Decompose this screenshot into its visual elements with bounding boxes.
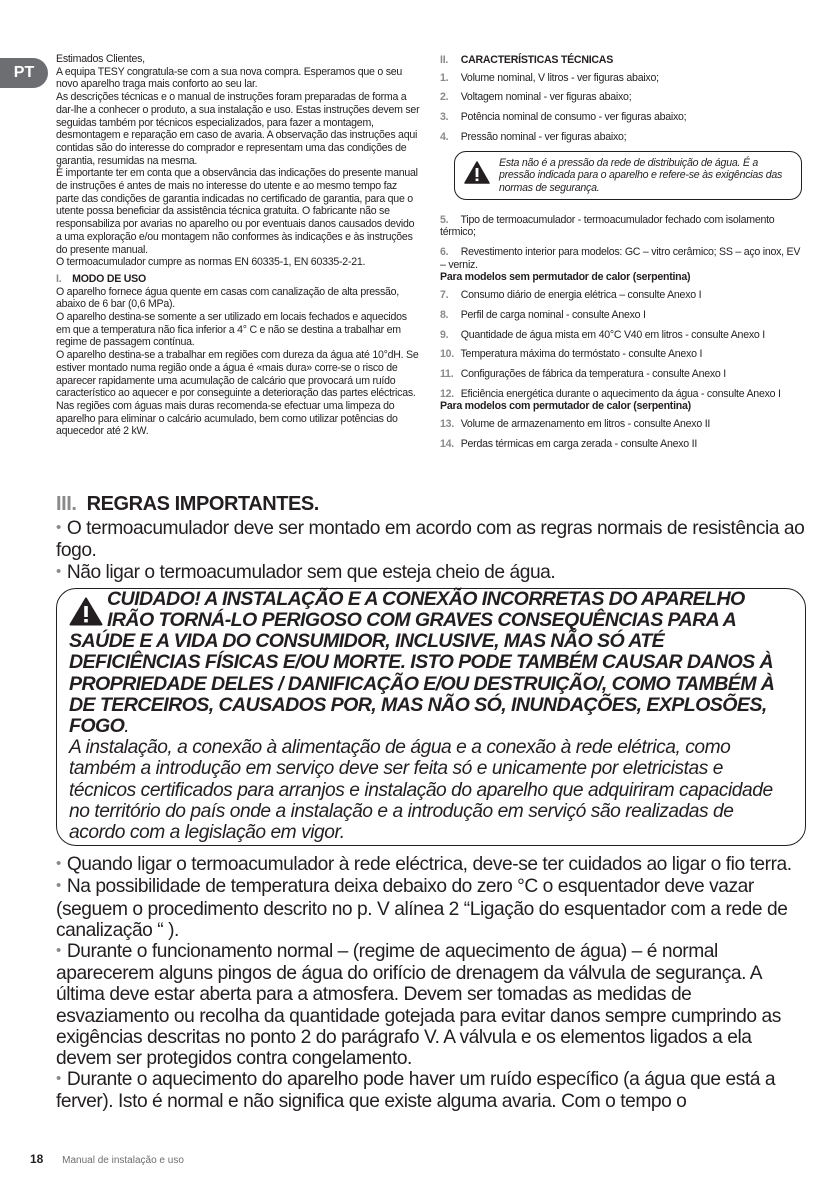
spec-number: 2.: [440, 91, 449, 104]
spec-text: Perfil de carga nominal - consulte Anexo I: [460, 308, 646, 321]
pressure-warning-box: [454, 151, 802, 200]
section-title: REGRAS IMPORTANTES.: [86, 493, 319, 515]
spec-number: 12.: [440, 387, 454, 400]
spec-number: 13.: [440, 418, 454, 431]
spec-number: 8.: [440, 308, 449, 321]
manual-title: Manual de instalação e uso: [62, 1155, 184, 1166]
spec-number: 7.: [440, 289, 449, 302]
pressure-warning-text: Esta não é a pressão da rede de distribuição de água. É a pressão indicada para o aparelho e refere-se às exigências das normas de segurança.: [499, 156, 783, 194]
warning-icon: [455, 157, 499, 187]
spec-text: Eficiência energética durante o aquecimento da água - consulte Anexo I: [460, 387, 781, 400]
section-1-paragraph: O aparelho fornece água quente em casas com canalização de alta pressão, abaixo de 6 bar (0,6 MPa).: [56, 285, 399, 311]
spec-item: [440, 388, 804, 401]
spec-number: 5.: [440, 213, 449, 226]
rule-bullet: • Quando ligar o termoacumulador à rede eléctrica, deve-se ter cuidados ao ligar o fio terra.: [56, 854, 806, 876]
spec-text: Pressão nominal - ver figuras abaixo;: [460, 130, 627, 143]
spec-item: [440, 348, 804, 361]
spec-item: [440, 131, 804, 144]
spec-item: [440, 309, 804, 322]
spec-item: [440, 214, 804, 239]
section-number: I.: [56, 272, 62, 285]
rule-bullet: • Não ligar o termoacumulador sem que esteja cheio de água.: [56, 562, 806, 584]
spec-item: [440, 111, 804, 124]
intro-column: [56, 53, 422, 438]
spec-text: Perdas térmicas em carga zerada - consulte Anexo II: [460, 437, 698, 450]
section-1-heading: [56, 273, 422, 286]
spec-number: 14.: [440, 437, 454, 450]
spec-text: Voltagem nominal - ver figuras abaixo;: [460, 91, 632, 104]
page-number: 18: [30, 1152, 44, 1166]
caution-heading: CUIDADO! A INSTALAÇÃO E A CONEXÃO INCORRETAS DO APARELHO IRÃO TORNÁ-LO PERIGOSO COM GRAVES CONSEQUÊNCIAS PARA A SAÚDE E A VIDA DO CONSUMIDOR, INCLUSIVE, MAS NÃO SÓ ATÉ DEFICIÊNCIAS FÍSICAS E/OU MORTE. ISTO PODE TAMBÉM CAUSAR DANOS À PROPRIEDADE DELES / DANIFICAÇÃO E/OU DESTRUIÇÃO/, COMO TAMBÉM À DE TERCEIROS, CAUSADOS POR, MAS NÃO SÓ, INUNDAÇÕES, EXPLOSÕES, FOGO: [69, 587, 775, 738]
rule-bullet: • Na possibilidade de temperatura deixa debaixo do zero °C o esquentador deve vazar (seguem o procedimento descrito no p. V alínea 2 “Ligação do esquentador com a rede de canalização “ ).: [56, 876, 806, 941]
spec-number: 3.: [440, 111, 449, 124]
intro-paragraph: A equipa TESY congratula-se com a sua nova compra. Esperamos que o seu novo aparelho traga mais conforto ao seu lar.: [56, 65, 403, 91]
intro-paragraph: O termoacumulador cumpre as normas EN 60335-1, EN 60335-2-21.: [56, 256, 366, 269]
caution-text: A instalação, a conexão à alimentação de água e a conexão à rede elétrica, como também a introdução em serviço deve ser feita só e unicamente por eletricistas e técnicos certificados para arranjos e instalação do aparelho que adquiriram capacidade no território do país onde a instalação e a introdução em serviçó são realizadas de acordo com a legislação em vigor.: [69, 737, 773, 844]
warning-icon: [69, 597, 107, 627]
spec-text: Consumo diário de energia elétrica – consulte Anexo I: [460, 289, 702, 302]
spec-text: Quantidade de água mista em 40°C V40 em litros - consulte Anexo I: [460, 328, 765, 341]
caution-box: CUIDADO! A INSTALAÇÃO E A CONEXÃO INCORRETAS DO APARELHO IRÃO TORNÁ-LO PERIGOSO COM GRAVES CONSEQUÊNCIAS PARA A SAÚDE E A VIDA DO CONSUMIDOR, INCLUSIVE, MAS NÃO SÓ ATÉ DEFICIÊNCIAS FÍSICAS E/OU MORTE. ISTO PODE TAMBÉM CAUSAR DANOS À PROPRIEDADE DELES / DANIFICAÇÃO E/OU DESTRUIÇÃO/, COMO TAMBÉM À DE TERCEIROS, CAUSADOS POR, MAS NÃO SÓ, INUNDAÇÕES, EXPLOSÕES, FOGO. A instalação, a conexão à alimentação de água e a conexão à rede elétrica, como também a introdução em serviço deve ser feita só e unicamente por eletricistas e técnicos certificados para arranjos e instalação do aparelho que adquiriram capacidade no território do país onde a instalação e a introdução em serviçó são realizadas de acordo com a legislação em vigor.: [56, 588, 806, 846]
section-1-paragraph: O aparelho destina-se somente a ser utilizado em locais fechados e aquecidos em que a temperatura não fica inferior a 4° C e não se destina a trabalhar em regime de passagem contínua.: [56, 311, 407, 349]
spec-item: [440, 289, 804, 302]
spec-item: [440, 438, 804, 451]
important-rules-section: [56, 494, 806, 1113]
greeting: Estimados Clientes,: [56, 53, 145, 65]
spec-item: [440, 72, 804, 85]
rule-bullet: • Durante o aquecimento do aparelho pode haver um ruído específico (a água que está a ferver). Isto é normal e não significa que existe alguma avaria. Com o tempo o: [56, 1069, 806, 1112]
spec-text: Tipo de termoacumulador - termoacumulador fechado com isolamento térmico;: [440, 213, 775, 239]
intro-paragraph: É importante ter em conta que a observância das indicações do presente manual de instruções é antes de mais no interesse do utente e ao mesmo tempo faz parte das condições de garantia indicadas no certificado de garantia, para que o utente possa beneficiar da assistência técnica gratuita. O fabricante não se responsabiliza por avarias no aparelho ou por eventuais danos causados devido a uma exploração e/ou montagem não conformes às indicações e às instruções do presente manual.: [56, 167, 418, 256]
spec-number: 4.: [440, 130, 449, 143]
spec-text: Temperatura máxima do termóstato - consulte Anexo I: [460, 348, 703, 361]
spec-number: 9.: [440, 328, 449, 341]
subheading-no-exchanger: Para modelos sem permutador de calor (serpentina): [440, 271, 691, 284]
spec-text: Configurações de fábrica da temperatura - consulte Anexo I: [460, 367, 726, 380]
spec-number: 1.: [440, 71, 449, 84]
section-number: III.: [56, 493, 77, 515]
spec-number: 11.: [440, 367, 454, 380]
rule-bullet: • O termoacumulador deve ser montado em acordo com as regras normais de resistência ao fogo.: [56, 518, 806, 561]
spec-item: [440, 91, 804, 104]
spec-number: 6.: [440, 246, 449, 259]
spec-number: 10.: [440, 348, 454, 361]
spec-item: [440, 368, 804, 381]
section-3-heading: [56, 494, 806, 515]
section-number: II.: [440, 54, 449, 66]
page-footer: [30, 1152, 184, 1166]
spec-item: [440, 329, 804, 342]
spec-text: Revestimento interior para modelos: GC – vitro cerâmico; SS – aço inox, EV – verniz.: [440, 246, 801, 271]
subheading-with-exchanger: Para modelos com permutador de calor (serpentina): [440, 400, 691, 413]
section-title: MODO DE USO: [72, 272, 146, 285]
section-1-paragraph: O aparelho destina-se a trabalhar em regiões com dureza da água até 10°dH. Se estiver montado numa região onde a água é «mais dura» corre-se o risco de aparecer rapidamente uma acumulação de calcário que provocará um ruído característico ao aquecer e por conseguinte a deterioração das partes eléctricas. Nas regiões com águas mais duras recomenda-se efectuar uma limpeza do aparelho para eliminar o calcário acumulado, bem como utilizar potências do aquecedor até 2 kW.: [56, 349, 419, 438]
spec-text: Volume de armazenamento em litros - consulte Anexo II: [460, 418, 711, 431]
spec-item: [440, 246, 804, 271]
spec-text: Volume nominal, V litros - ver figuras abaixo;: [460, 71, 659, 84]
rule-bullet: • Durante o funcionamento normal – (regime de aquecimento de água) – é normal aparecerem alguns pingos de água do orifício de drenagem da válvula de segurança. A última deve estar aberta para a atmosfera. Devem ser tomadas as medidas de esvaziamento ou recolha da quantidade gotejada para evitar danos sempre cumprindo as exigências descritas no ponto 2 do parágrafo V. A válvula e os elementos ligados a ela devem ser protegidos contra congelamento.: [56, 941, 806, 1069]
language-tab: PT: [0, 58, 48, 88]
spec-text: Potência nominal de consumo - ver figuras abaixo;: [460, 111, 687, 124]
spec-item: [440, 418, 804, 431]
specs-column: [440, 54, 804, 457]
section-title: CARACTERÍSTICAS TÉCNICAS: [460, 54, 614, 66]
section-2-heading: [440, 54, 804, 67]
intro-paragraph: As descrições técnicas e o manual de instruções foram preparadas de forma a dar-lhe a conhecer o produto, a sua instalação e uso. Estas instruções devem ser seguidas também por técnicos especializados, para fazer a montagem, desmontagem e reparação em caso de avaria. A observação das instruções aqui contidas são do interesse do comprador e representam uma das condições de garantia, resumidas na mesma.: [56, 91, 420, 167]
